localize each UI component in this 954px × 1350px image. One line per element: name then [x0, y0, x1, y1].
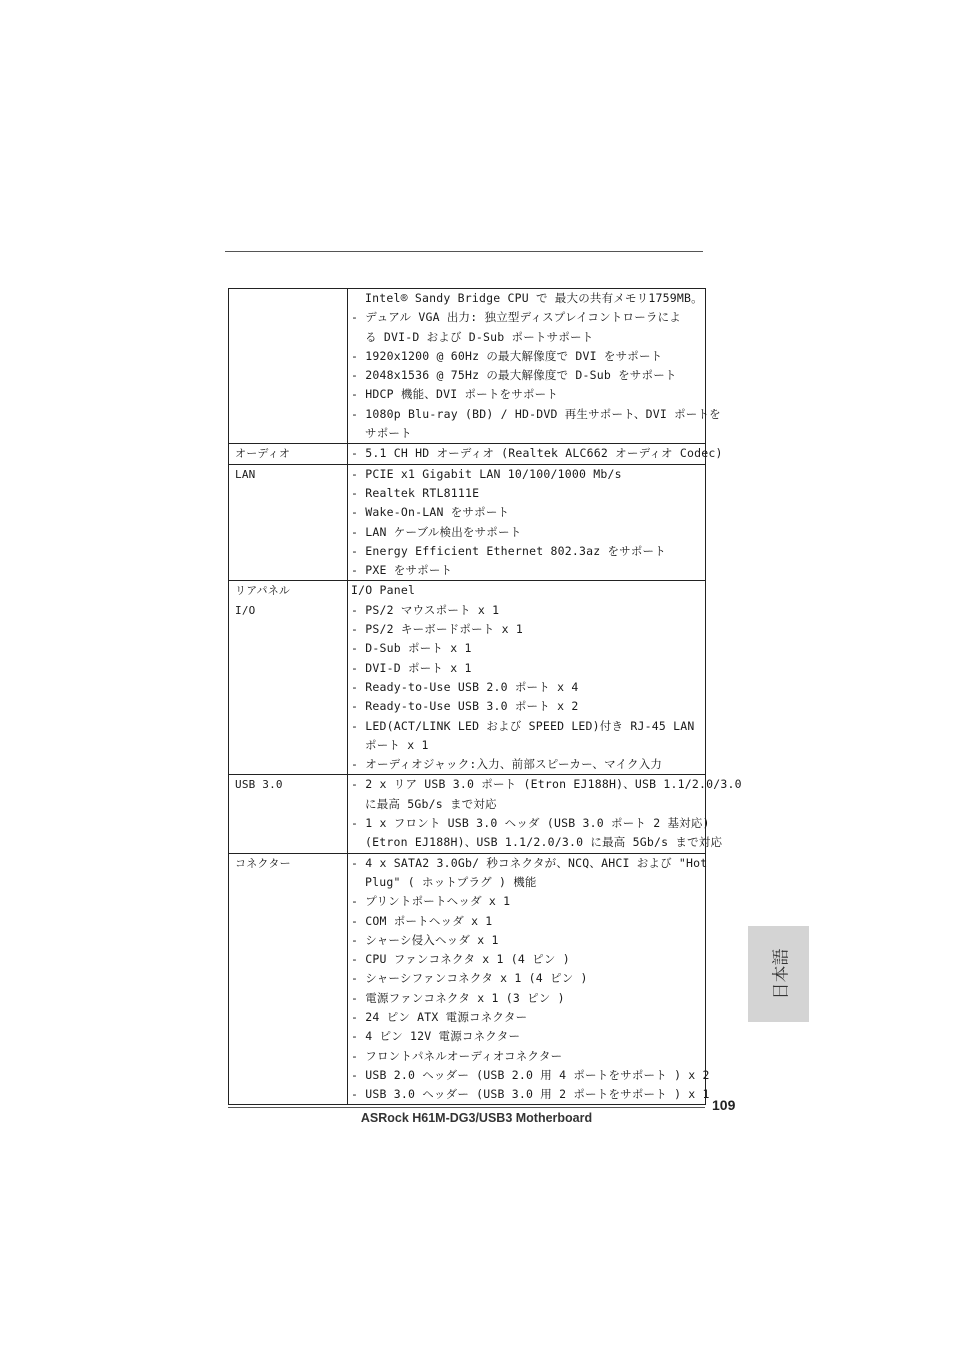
- spec-label: USB 3.0: [235, 778, 283, 792]
- spec-line: - オーディオジャック:入力、前部スピーカー、マイク入力: [351, 757, 663, 772]
- spec-label-cell: [229, 289, 348, 444]
- spec-line: - 1 x フロント USB 3.0 ヘッダ (USB 3.0 ポート 2 基対応): [351, 816, 710, 831]
- spec-line: - 2048x1536 @ 75Hz の最大解像度で D-Sub をサポート: [351, 368, 677, 383]
- spec-line: - COM ポートヘッダ x 1: [351, 913, 493, 928]
- spec-line: - 1080p Blu-ray (BD) / HD-DVD 再生サポート、DVI ポートを: [351, 406, 721, 421]
- spec-line: - LAN ケーブル検出をサポート: [351, 524, 522, 539]
- footer-title: ASRock H61M-DG3/USB3 Motherboard: [360, 1111, 593, 1125]
- spec-label: リアパネル: [235, 584, 291, 598]
- spec-row: [229, 775, 706, 853]
- spec-line: - 24 ピン ATX 電源コネクター: [351, 1009, 528, 1024]
- spec-label: LAN: [235, 467, 256, 481]
- footer-rule: [228, 1107, 705, 1108]
- spec-line: サポート: [365, 426, 412, 441]
- spec-label-cell: [229, 581, 348, 775]
- spec-content-cell: [348, 581, 706, 775]
- spec-line: - USB 3.0 ヘッダー (USB 3.0 用 2 ポートをサポート ) x 1: [351, 1087, 710, 1102]
- spec-label-cell: [229, 853, 348, 1105]
- spec-line: Intel® Sandy Bridge CPU で 最大の共有メモリ1759MB。: [365, 291, 703, 305]
- spec-line: - PCIE x1 Gigabit LAN 10/100/1000 Mb/s: [351, 466, 622, 481]
- header-rule: [225, 251, 703, 252]
- language-tab-label: 日本語: [771, 948, 791, 1000]
- spec-line: - デュアル VGA 出力: 独立型ディスプレイコントローラによ: [351, 310, 681, 325]
- spec-line: - PXE をサポート: [351, 563, 453, 578]
- language-tab: [748, 926, 809, 1022]
- spec-line: ポート x 1: [365, 737, 429, 752]
- spec-line: Plug" ( ホットプラグ ) 機能: [365, 874, 537, 889]
- spec-line: - フロントパネルオーディオコネクター: [351, 1048, 563, 1063]
- page-number: 109: [712, 1097, 736, 1113]
- spec-line: - 2 x リア USB 3.0 ポート (Etron EJ188H)、USB 1.1/2.0/3.0: [351, 777, 742, 792]
- spec-line: - HDCP 機能、DVI ポートをサポート: [351, 387, 559, 402]
- spec-line: - D-Sub ポート x 1: [351, 641, 472, 656]
- spec-row: [229, 289, 706, 444]
- spec-line: - 4 ピン 12V 電源コネクター: [351, 1029, 521, 1044]
- spec-label-cell: [229, 444, 348, 464]
- spec-row: [229, 581, 706, 775]
- spec-line: - シャーシファンコネクタ x 1 (4 ピン ): [351, 971, 588, 986]
- spec-row: [229, 853, 706, 1105]
- spec-content-cell: [348, 464, 706, 581]
- spec-content-cell: [348, 444, 723, 464]
- spec-line: - Ready-to-Use USB 3.0 ポート x 2: [351, 699, 579, 714]
- spec-label-cell: [229, 464, 348, 581]
- spec-label: オーディオ: [235, 447, 291, 461]
- spec-line: - PS/2 キーボードポート x 1: [351, 622, 523, 637]
- spec-line: - 1920x1200 @ 60Hz の最大解像度で DVI をサポート: [351, 348, 663, 363]
- spec-row: [229, 444, 706, 464]
- spec-line: - PS/2 マウスポート x 1: [351, 602, 500, 617]
- spec-content-cell: [348, 775, 742, 853]
- spec-line: - CPU ファンコネクタ x 1 (4 ピン ): [351, 952, 570, 967]
- spec-line: - 電源ファンコネクタ x 1 (3 ピン ): [351, 990, 565, 1005]
- spec-content-cell: [348, 289, 721, 444]
- spec-line: I/O Panel: [351, 583, 416, 598]
- spec-label-cell: [229, 775, 348, 853]
- spec-line: - Realtek RTL8111E: [351, 485, 480, 500]
- spec-line: る DVI-D および D-Sub ポートサポート: [365, 329, 594, 344]
- spec-line: - 4 x SATA2 3.0Gb/ 秒コネクタが、NCQ、AHCI および "Hot: [351, 855, 708, 870]
- spec-content-cell: [348, 853, 710, 1105]
- spec-line: - プリントポートヘッダ x 1: [351, 894, 511, 909]
- spec-row: [229, 464, 706, 581]
- spec-line: - 5.1 CH HD オーディオ (Realtek ALC662 オーディオ Codec): [351, 446, 723, 461]
- spec-line: - Energy Efficient Ethernet 802.3az をサポート: [351, 543, 666, 558]
- spec-line: (Etron EJ188H)、USB 1.1/2.0/3.0 に最高 5Gb/s まで対応: [365, 835, 723, 850]
- spec-line: に最高 5Gb/s まで対応: [365, 796, 497, 811]
- spec-line: - Wake-On-LAN をサポート: [351, 505, 510, 520]
- spec-line: - Ready-to-Use USB 2.0 ポート x 4: [351, 679, 579, 694]
- spec-line: - シャーシ侵入ヘッダ x 1: [351, 932, 499, 947]
- spec-line: - DVI-D ポート x 1: [351, 660, 472, 675]
- spec-line: - USB 2.0 ヘッダー (USB 2.0 用 4 ポートをサポート ) x 2: [351, 1067, 710, 1082]
- spec-label: コネクター: [235, 856, 291, 870]
- spec-label: I/O: [235, 603, 256, 617]
- spec-line: - LED(ACT/LINK LED および SPEED LED)付き RJ-45 LAN: [351, 718, 695, 733]
